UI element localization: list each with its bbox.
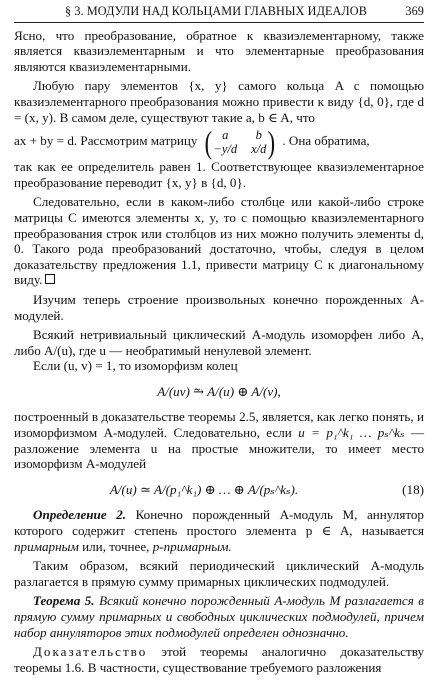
section-title: § 3. МОДУЛИ НАД КОЛЬЦАМИ ГЛАВНЫХ ИДЕАЛОВ — [65, 4, 367, 18]
page-header — [14, 4, 424, 23]
paragraph-9: Таким образом, всякий периодический циклический A-модуль разлагается в прямую сумму примарных циклических подмодулей. — [14, 558, 424, 589]
paragraph-3 — [14, 194, 424, 288]
definition-term-p-primary: p-примарным. — [152, 538, 232, 554]
paragraph-5: Всякий нетривиальный циклический A-модуль изоморфен либо A, либо A/(u), где u — необратимый ненулевой элемент. — [14, 327, 424, 358]
matrix-a21: −y/d — [213, 142, 238, 157]
definition-label: Определение 2. — [33, 507, 127, 523]
paragraph-2b-left: ax + by = d. Рассмотрим матрицу — [14, 133, 198, 149]
right-paren: ) — [267, 124, 276, 161]
paragraph-2c: так как ее определитель равен 1. Соответствующее квазиэлементарное преобразование переводит {x, y} в {d, 0}. — [14, 159, 424, 190]
matrix-2x2 — [203, 124, 277, 161]
matrix-a11: a — [222, 128, 229, 143]
definition-paragraph — [14, 507, 424, 554]
paragraph-7-text: построенный в доказательстве теоремы 2.5, является, как легко понять, и изоморфизмом A-модулей. Следовательно, если — [14, 409, 424, 441]
paragraph-7 — [14, 409, 424, 471]
left-paren: ( — [204, 124, 212, 161]
definition-term-primary: примарным — [14, 538, 79, 554]
matrix-grid — [213, 128, 266, 156]
paragraph-1: Ясно, что преобразование, обратное к квазиэлементарному, также является квазиэлементарным и что элементарные преобразования являются квазиэлементарными. — [14, 27, 424, 74]
theorem-paragraph — [14, 593, 424, 640]
theorem-label: Теорема 5. — [33, 593, 95, 609]
paragraph-2b-right: . Она обратима, — [282, 133, 370, 149]
matrix-a22: x/d — [251, 142, 267, 157]
proof-paragraph — [14, 644, 424, 675]
paragraph-6: Если (u, v) = 1, то изоморфизм колец — [33, 358, 238, 374]
definition-text: Конечно порожденный A-модуль M, аннулятор которого содержит степень простого элемента p ∈ A, называется — [14, 507, 424, 539]
paragraph-4: Изучим теперь строение произвольных конечно порожденных A-модулей. — [14, 291, 424, 323]
matrix-a12: b — [255, 128, 262, 143]
formula-2-row — [14, 482, 424, 498]
page-number: 369 — [405, 4, 424, 18]
paragraph-3-text: Следовательно, если в каком-либо столбце или какой-либо строке матрицы C имеются элементы x, y, то с помощью квазиэлементарного преобразования строк или столбцов из них можно получить элементы d, 0. Такого рода преобразований достаточно, чтобы, следуя в целом доказательству предложения 1.1, привести матрицу C к диагональному виду. — [14, 194, 424, 288]
definition-mid: или, точнее, — [82, 538, 150, 554]
theorem-text: Всякий конечно порожденный A-модуль M разлагается в прямую сумму примарных и свободных циклических подмодулей, причем набор аннуляторов этих подмодулей определен однозначно. — [14, 593, 424, 640]
paragraph-2a: Любую пару элементов {x, y} самого кольца A с помощью квазиэлементарного преобразования можно привести к виду {d, 0}, где d = (x, y). В самом деле, существуют такие a, b ∈ A, что — [14, 78, 424, 125]
proof-label: Доказательство — [33, 644, 148, 660]
proof-text: этой теоремы аналогично доказательству теоремы 1.6. В частности, существование требуемого разложения — [14, 644, 424, 675]
qed-box-icon — [45, 274, 55, 284]
formula-2-number: (18) — [402, 481, 424, 497]
formula-1: A/(uv) ⥲ A/(u) ⊕ A/(v), — [157, 383, 281, 399]
paragraph-2b — [14, 124, 424, 161]
paragraph-7b: — разложение элемента u на простые множители, то имеет место изоморфизм A-модулей — [14, 425, 425, 472]
decomposition-formula: u = p₁^k₁ … pₛ^kₛ — [298, 425, 405, 441]
formula-2: A/(u) ≃ A/(p₁^k₁) ⊕ … ⊕ A/(pₛ^kₛ). — [109, 481, 299, 497]
